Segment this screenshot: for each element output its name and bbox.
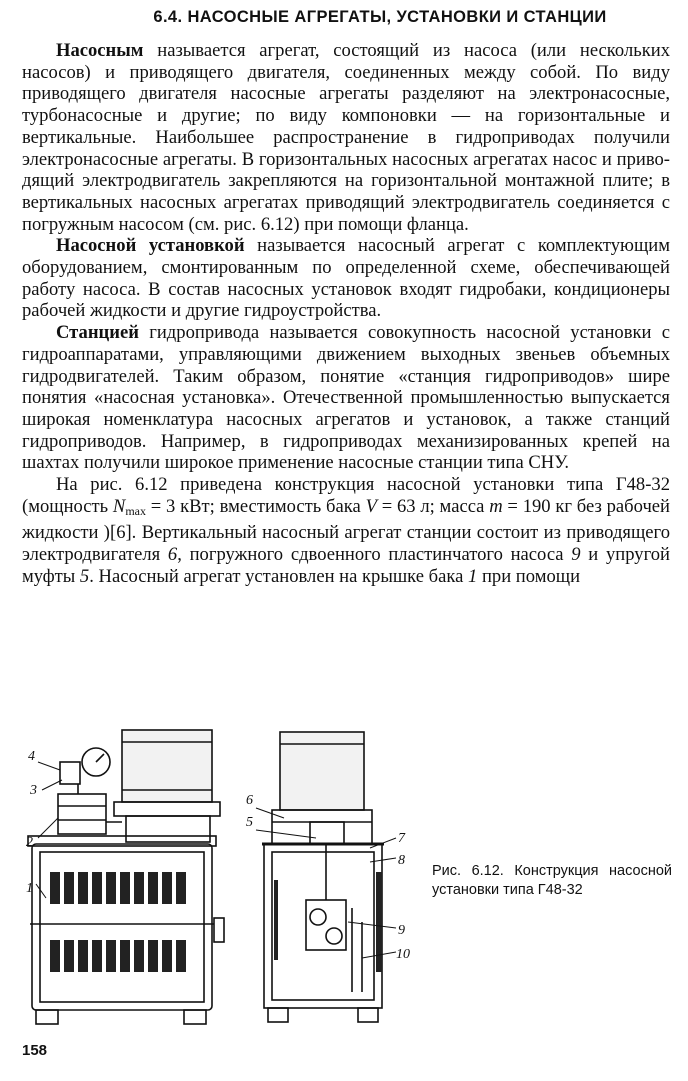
- label-10: 10: [396, 947, 410, 962]
- mass-symbol: m: [489, 495, 503, 517]
- coupling: [310, 822, 344, 844]
- ref-5: 5: [79, 565, 90, 587]
- ref-9: 9: [571, 544, 581, 566]
- paragraph-figure-description: [22, 474, 670, 588]
- motor-flange-left: [114, 802, 220, 816]
- text-run: , погружного сдвоенного пластинчатого насоса: [177, 544, 572, 566]
- label-5: 5: [246, 815, 253, 830]
- gauge-post: [60, 762, 80, 784]
- label-2: 2: [26, 835, 33, 850]
- paragraph-text: называется агрегат, состоящий из насоса (или нескольких насосов) и приводящего двигателя, соединенных между собой. По виду приводящего двигателя насосные агрегаты разделяют на электронасосные, турбонасосные и другие; по виду компоновки — на горизонтальные и вертикальные. Наибольшее распространение в гидроприводах получили электронасосные агрегаты. В горизонтальных насосных агрегатах насос и приводящий электродвигатель закрепляются на горизонтальной монтажной плите; в вертикальных насосных агрегатах приводящий электродвигатель соединяется с погружным насосом (см. рис. 6.12) при помощи фланца.: [22, 40, 670, 235]
- figure-caption: Рис. 6.12. Конструкция насосной установки типа Г48-32: [432, 863, 672, 898]
- power-symbol: N: [112, 495, 126, 517]
- label-3: 3: [30, 783, 37, 798]
- paragraph-text: называется насосный агрегат с комплектующим оборудованием, смонтированным по определенной схеме, обеспечивающей работу насоса. В состав насосных установок входят гидробаки, кондиционеры рабочей жидкости и другие гидроустройства.: [22, 235, 670, 322]
- tank-leg-right: [184, 1010, 206, 1024]
- power-subscript: max: [125, 503, 146, 518]
- motor-base-left: [126, 816, 210, 842]
- motor-flange-right: [272, 810, 372, 844]
- text-run: и упругой муфты: [22, 544, 670, 587]
- tank-leg-left: [36, 1010, 58, 1024]
- text-run: = 190 кг без рабочей жидкости )[6]. Вертикальный насосный агрегат станции состоит из приводящего электродвигателя: [22, 495, 670, 566]
- page-number: 158: [22, 1042, 48, 1059]
- ref-6: 6: [167, 544, 178, 566]
- paragraph-pump-unit: [22, 40, 670, 235]
- paragraph-text: гидропривода называется совокупность насосной установки с гидроаппаратами, управляющими движением выходных звеньев объемных гидродвигателей. Таким образом, понятие «станция гидроприводов» шире понятия «насосная установка». Отечественной промышленностью выпускается широкая номенклатура насосных агрегатов и установок, а также станций гидроприводов. Например, в гидроприводах механизированных крепей на шахтах получили широкое применение насосные станции типа СНУ.: [22, 322, 670, 474]
- label-7: 7: [398, 831, 405, 846]
- label-9: 9: [398, 923, 405, 938]
- label-1: 1: [26, 881, 33, 896]
- text-run: На рис. 6.12 приведена конструкция насосной установки типа Г48-32 (мощность: [22, 474, 670, 517]
- text-run: . Насосный агрегат установлен на крышке бака: [89, 565, 469, 587]
- tank-leg-r2: [358, 1008, 378, 1022]
- tank-left: [32, 844, 212, 1010]
- text-run: при помощи: [477, 565, 581, 587]
- ref-1: 1: [468, 565, 478, 587]
- submerged-pump: [306, 900, 346, 950]
- valve-block: [58, 794, 106, 834]
- label-8: 8: [398, 853, 405, 868]
- section-heading: 6.4. НАСОСНЫЕ АГРЕГАТЫ, УСТАНОВКИ И СТАНЦИИ: [153, 8, 607, 26]
- text-run: = 63 л; масса: [376, 495, 490, 517]
- paragraph-station: [22, 322, 670, 474]
- term-pump-unit: Насосным: [56, 40, 144, 61]
- term-pump-installation: Насосной установкой: [56, 235, 245, 257]
- label-6: 6: [246, 793, 253, 808]
- tank-right: [264, 844, 382, 1008]
- text-run: = 3 кВт; вместимость бака: [146, 495, 366, 517]
- label-4: 4: [28, 749, 35, 764]
- motor-left: [122, 730, 212, 802]
- body-text: [22, 40, 670, 588]
- volume-symbol: V: [365, 495, 377, 517]
- pump-station-drawing: [18, 722, 438, 1042]
- figure-pump-station: [18, 722, 438, 1042]
- tank-leg-r1: [268, 1008, 288, 1022]
- term-station: Станцией: [56, 322, 139, 344]
- paragraph-pump-installation: [22, 235, 670, 322]
